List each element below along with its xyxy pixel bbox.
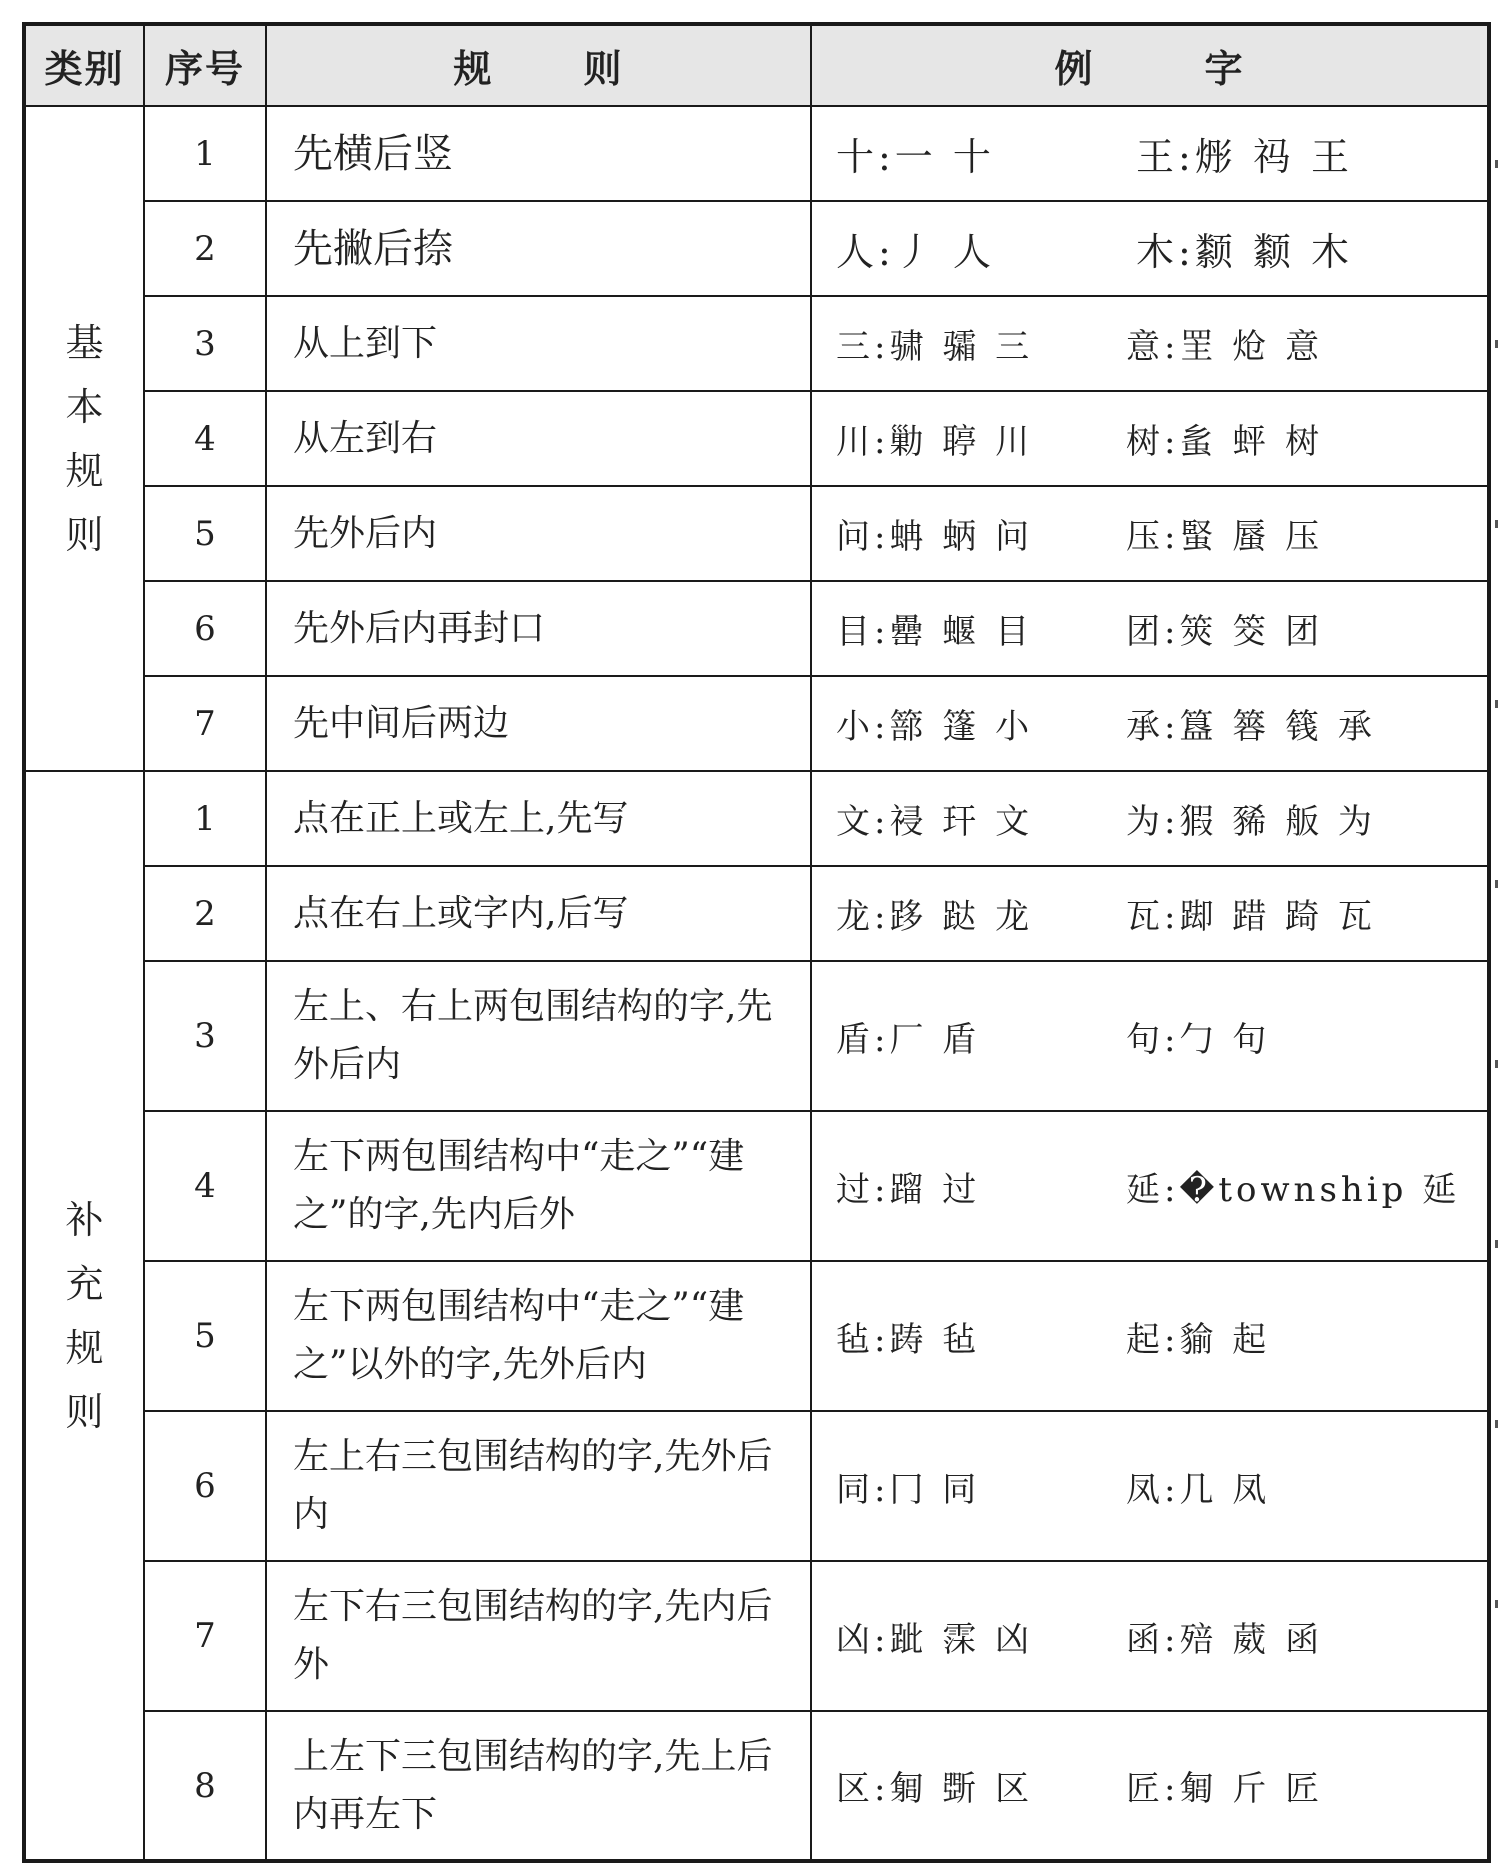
rule-text: 先横后竖	[266, 106, 811, 201]
example-2: 压:蜸 蜃 压	[1126, 517, 1324, 557]
example-2: 为:猳 豨 舨 为	[1126, 802, 1376, 842]
table-row	[24, 201, 1489, 296]
category-basic-rules	[24, 106, 144, 771]
rule-text: 从上到下	[266, 296, 811, 391]
table-row	[24, 771, 1489, 866]
example-2: 承:簋 簭 篯 承	[1126, 707, 1376, 747]
header-rule-a: 规	[453, 47, 494, 91]
example-1: 盾:厂 盾	[836, 1019, 981, 1060]
stroke-order-table-wrapper	[22, 22, 1487, 1857]
example-2: 匠:匔 斤 匠	[1126, 1769, 1324, 1809]
example-cell	[811, 1711, 1489, 1861]
header-rule-b: 则	[583, 47, 624, 91]
example-cell	[811, 771, 1489, 866]
rule-text: 点在正上或左上,先写	[266, 771, 811, 866]
rule-text: 从左到右	[266, 391, 811, 486]
example-1: 问:蚺 蛃 问	[836, 517, 1034, 557]
header-category: 类别	[24, 24, 144, 106]
row-index: 3	[144, 961, 266, 1111]
category-char: 基	[65, 320, 104, 365]
table-row	[24, 676, 1489, 771]
example-1: 文:祲 玕 文	[836, 802, 1034, 842]
example-2: 瓦:踋 踖 踦 瓦	[1126, 897, 1376, 937]
rule-text: 点在右上或字内,后写	[266, 866, 811, 961]
table-row	[24, 391, 1489, 486]
example-1: 川:勦 聤 川	[836, 422, 1034, 462]
rule-text: 左上、右上两包围结构的字,先外后内	[266, 961, 811, 1111]
category-char: 则	[65, 1389, 104, 1434]
example-1: 同:冂 同	[836, 1469, 981, 1510]
header-rule	[266, 24, 811, 106]
table-row	[24, 1411, 1489, 1561]
example-1: 人:丿 人	[836, 230, 995, 274]
edge-tick	[1495, 880, 1498, 888]
row-index: 2	[144, 866, 266, 961]
example-cell	[811, 676, 1489, 771]
edge-tick	[1495, 1420, 1498, 1428]
example-2: 延:�township 延	[1126, 1169, 1461, 1210]
table-row	[24, 296, 1489, 391]
stroke-order-rules-table	[22, 22, 1491, 1863]
header-example	[811, 24, 1489, 106]
example-1: 目:罍 蝘 目	[836, 612, 1034, 652]
rule-text: 先撇后捺	[266, 201, 811, 296]
example-1: 过:蹓 过	[836, 1169, 981, 1210]
category-supplementary-rules	[24, 771, 144, 1861]
edge-tick	[1495, 520, 1498, 528]
example-cell	[811, 106, 1489, 201]
row-index: 1	[144, 106, 266, 201]
example-1: 十:一 十	[836, 135, 995, 179]
row-index: 3	[144, 296, 266, 391]
row-index: 4	[144, 1111, 266, 1261]
table-row	[24, 866, 1489, 961]
table-row	[24, 961, 1489, 1111]
example-1: 毡:踌 毡	[836, 1319, 981, 1360]
example-cell	[811, 961, 1489, 1111]
row-index: 5	[144, 1261, 266, 1411]
edge-tick	[1495, 340, 1498, 348]
example-2: 团:筴 筊 团	[1126, 612, 1324, 652]
header-index: 序号	[144, 24, 266, 106]
table-row	[24, 581, 1489, 676]
row-index: 4	[144, 391, 266, 486]
row-index: 7	[144, 1561, 266, 1711]
category-char: 充	[65, 1261, 104, 1306]
page-edge-marks	[1495, 100, 1498, 1800]
rule-text: 左下两包围结构中“走之”“建之”以外的字,先外后内	[266, 1261, 811, 1411]
table-row	[24, 1111, 1489, 1261]
header-row	[24, 24, 1489, 106]
example-cell	[811, 581, 1489, 676]
category-char: 则	[65, 512, 104, 557]
row-index: 1	[144, 771, 266, 866]
row-index: 2	[144, 201, 266, 296]
edge-tick	[1495, 700, 1498, 708]
table-row	[24, 1561, 1489, 1711]
edge-tick	[1495, 1240, 1498, 1248]
rule-text: 左下右三包围结构的字,先内后外	[266, 1561, 811, 1711]
category-char: 补	[65, 1197, 104, 1242]
example-1: 三:骕 骦 三	[836, 327, 1034, 367]
example-cell	[811, 1111, 1489, 1261]
category-char: 规	[65, 448, 104, 493]
header-example-a: 例	[1054, 47, 1095, 91]
example-2: 凤:几 凤	[1126, 1469, 1271, 1510]
edge-tick	[1495, 1060, 1498, 1068]
row-index: 5	[144, 486, 266, 581]
example-2: 木:颣 颣 木	[1136, 230, 1353, 274]
example-1: 凶:跐 霂 凶	[836, 1619, 1034, 1660]
example-2: 句:勹 句	[1126, 1019, 1271, 1060]
rule-text: 上左下三包围结构的字,先上后内再左下	[266, 1711, 811, 1861]
example-cell	[811, 296, 1489, 391]
example-1: 小:篰 篷 小	[836, 707, 1034, 747]
rule-text: 左下两包围结构中“走之”“建之”的字,先内后外	[266, 1111, 811, 1261]
edge-tick	[1495, 160, 1498, 168]
row-index: 8	[144, 1711, 266, 1861]
example-2: 函:殕 葳 函	[1126, 1619, 1324, 1660]
rule-text: 先中间后两边	[266, 676, 811, 771]
example-2: 意:罜 炝 意	[1126, 327, 1324, 367]
table-row	[24, 106, 1489, 201]
example-cell	[811, 1411, 1489, 1561]
row-index: 6	[144, 581, 266, 676]
example-2: 树:蚃 蚲 树	[1126, 422, 1324, 462]
row-index: 7	[144, 676, 266, 771]
rule-text: 左上右三包围结构的字,先外后内	[266, 1411, 811, 1561]
row-index: 6	[144, 1411, 266, 1561]
header-example-b: 字	[1204, 47, 1245, 91]
example-1: 区:匔 斲 区	[836, 1769, 1034, 1809]
example-cell	[811, 1561, 1489, 1711]
example-2: 王:烿 祃 王	[1136, 135, 1353, 179]
example-cell	[811, 391, 1489, 486]
example-1: 龙:跢 跶 龙	[836, 897, 1034, 937]
edge-tick	[1495, 1600, 1498, 1608]
rule-text: 先外后内再封口	[266, 581, 811, 676]
example-cell	[811, 486, 1489, 581]
category-char: 本	[65, 384, 104, 429]
category-char: 规	[65, 1325, 104, 1370]
example-cell	[811, 201, 1489, 296]
example-cell	[811, 866, 1489, 961]
table-row	[24, 1711, 1489, 1861]
rule-text: 先外后内	[266, 486, 811, 581]
example-cell	[811, 1261, 1489, 1411]
table-row	[24, 486, 1489, 581]
example-2: 起:貐 起	[1126, 1319, 1271, 1360]
table-row	[24, 1261, 1489, 1411]
